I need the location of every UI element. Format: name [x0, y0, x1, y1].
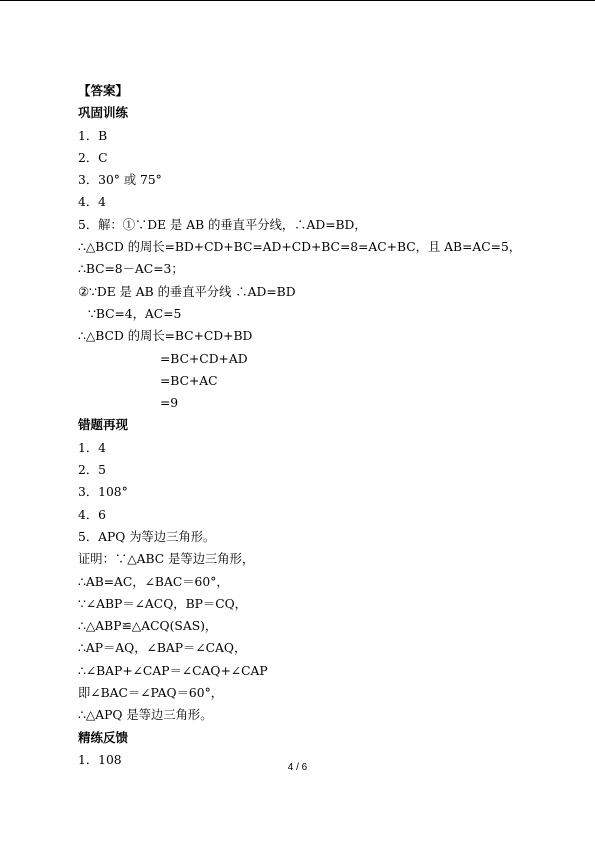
- answer-line: 4．4: [78, 195, 106, 210]
- answer-line: 3．30° 或 75°: [78, 173, 162, 188]
- answer-line: ∴AB=AC，∠BAC＝60°，: [78, 574, 229, 589]
- page-number: 4 / 6: [287, 762, 308, 773]
- top-border-line: [0, 0, 595, 1]
- answer-line: 3．108°: [78, 485, 128, 500]
- section-title-consolidation: 巩固训练: [78, 105, 129, 121]
- answer-line: =9: [160, 396, 179, 411]
- answer-line: 5．解：①∵DE 是 AB 的垂直平分线，∴AD=BD，: [78, 217, 367, 232]
- answer-line: ∵∠ABP＝∠ACQ，BP＝CQ，: [78, 596, 247, 611]
- answer-line: 1．B: [78, 128, 108, 143]
- answer-line: 4．6: [78, 507, 106, 522]
- answer-line: ∴△ABP≌△ACQ(SAS)，: [78, 619, 218, 634]
- answer-line: ∴∠BAP+∠CAP＝∠CAQ+∠CAP: [78, 663, 268, 678]
- answer-header: 【答案】: [78, 83, 129, 98]
- answer-line: 1．108: [78, 752, 122, 767]
- answer-line: ∴△BCD 的周长=BC+CD+BD: [78, 329, 253, 344]
- answer-line: ②∵DE 是 AB 的垂直平分线 ∴AD=BD: [78, 284, 296, 299]
- answer-line: ∵BC=4，AC=5: [88, 306, 182, 321]
- answer-line: ∴△APQ 是等边三角形。: [78, 708, 213, 723]
- answer-line: ∴BC=8－AC=3；: [78, 262, 184, 277]
- section-title-mistakes: 错题再现: [78, 417, 129, 433]
- answer-line: 即∠BAC＝∠PAQ＝60°，: [78, 686, 224, 701]
- answer-content: [78, 80, 538, 771]
- answer-line: ∴AP＝AQ，∠BAP＝∠CAQ，: [78, 641, 247, 656]
- answer-line: 5．APQ 为等边三角形。: [78, 529, 216, 544]
- answer-line: 证明：∵△ABC 是等边三角形，: [78, 552, 255, 567]
- answer-line: 1．4: [78, 440, 106, 455]
- section-title-practice: 精练反馈: [78, 729, 129, 745]
- answer-line: 2．C: [78, 150, 108, 165]
- answer-line: =BC+AC: [160, 373, 218, 388]
- answer-line: ∴△BCD 的周长=BD+CD+BC=AD+CD+BC=8=AC+BC，且 AB=AC=5，: [78, 240, 522, 255]
- answer-line: 2．5: [78, 463, 106, 478]
- answer-line: =BC+CD+AD: [160, 351, 248, 366]
